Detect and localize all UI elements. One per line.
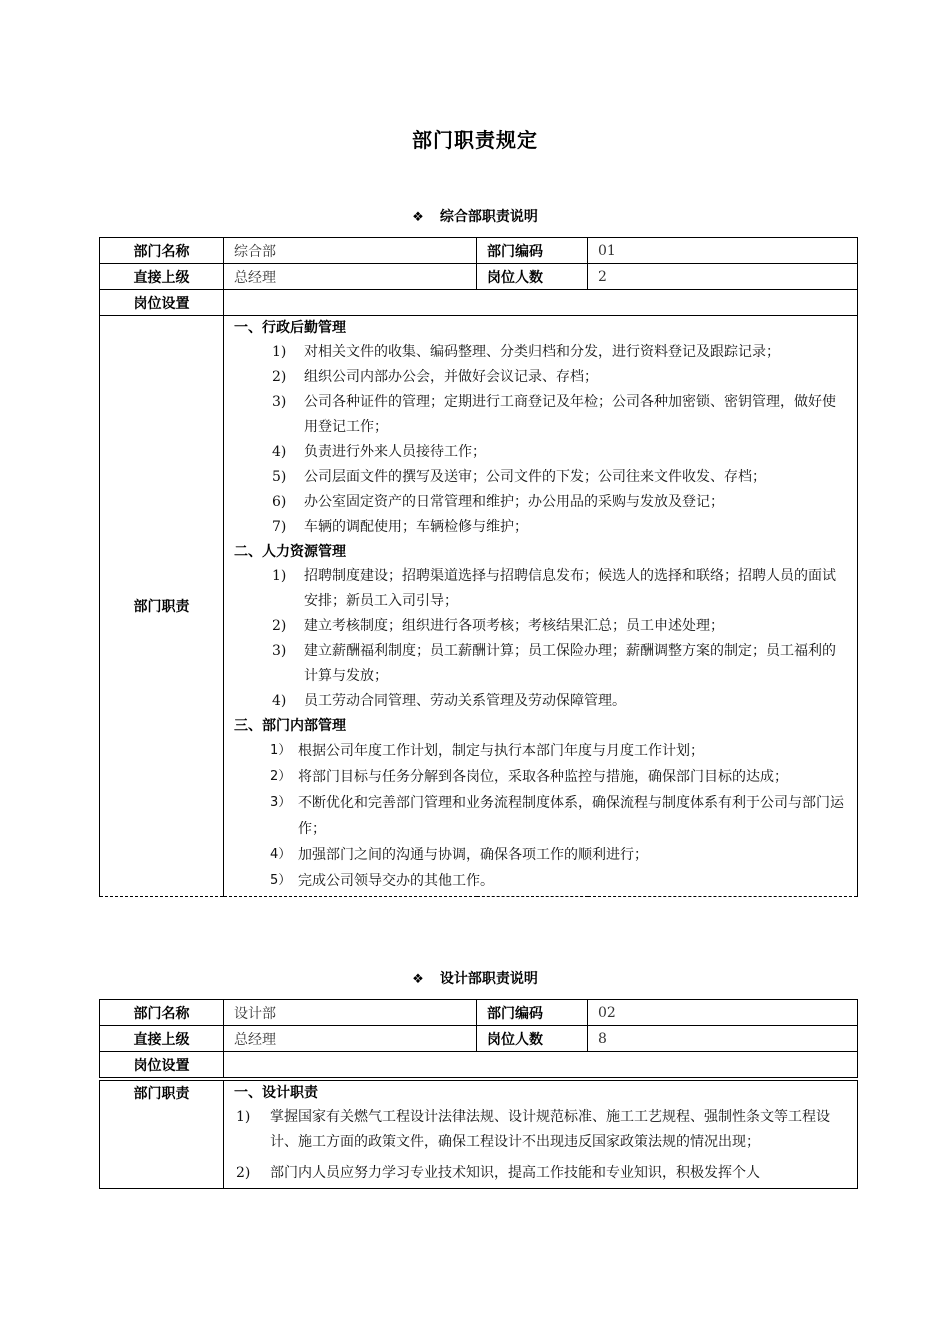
page-title: 部门职责规定 [412,128,538,152]
list-item: 4) 员工劳动合同管理、劳动关系管理及劳动保障管理。 [272,693,626,709]
list-item: 4） 加强部门之间的沟通与协调，确保各项工作的顺利进行； [270,847,648,863]
list-item: 1) 招聘制度建设；招聘渠道选择与招聘信息发布；候选人的选择和联络；招聘人员的面试安排；新员工入司引导； [272,568,836,609]
design-duties-table [99,1080,858,1189]
list-item: 1) 掌握国家有关燃气工程设计法律法规、设计规范标准、施工工艺规程、强制性条文等工程设计、施工方面的政策文件，确保工程设计不出现违反国家政策法规的情况出现； [236,1109,830,1150]
label-dept-name: 部门名称 [100,1000,224,1026]
list-item: 3) 公司各种证件的管理；定期进行工商登记及年检；公司各种加密锁、密钥管理，做好使用登记工作； [272,394,836,435]
label-headcount: 岗位人数 [477,1026,588,1052]
value-dept-name: 设计部 [224,1000,477,1026]
label-dept-name: 部门名称 [100,238,224,264]
list-item: 2) 建立考核制度；组织进行各项考核；考核结果汇总；员工申述处理； [272,618,724,634]
duty-group-title: 一、设计职责 [234,1085,318,1101]
list-item: 3) 建立薪酬福利制度；员工薪酬计算；员工保险办理；薪酬调整方案的制定；员工福利的计算与发放； [272,643,836,684]
section-heading-design [0,968,950,988]
duties-cell [224,316,858,897]
value-dept-code: 02 [588,1000,858,1026]
design-dept-table [99,999,858,1078]
diamond-bullet-icon: ❖ [412,210,424,225]
list-item: 4) 负责进行外来人员接待工作； [272,444,486,460]
value-headcount: 2 [588,264,858,290]
label-headcount: 岗位人数 [477,264,588,290]
diamond-bullet-icon: ❖ [412,972,424,987]
list-item: 7) 车辆的调配使用；车辆检修与维护； [272,519,528,535]
label-positions: 岗位设置 [100,290,224,316]
value-dept-name: 综合部 [224,238,477,264]
value-superior: 总经理 [224,264,477,290]
label-superior: 直接上级 [100,264,224,290]
label-duties: 部门职责 [100,316,224,897]
duties-cell [224,1081,858,1189]
value-headcount: 8 [588,1026,858,1052]
list-item: 3） 不断优化和完善部门管理和业务流程制度体系，确保流程与制度体系有利于公司与部门运作； [270,795,844,837]
list-item: 1） 根据公司年度工作计划，制定与执行本部门年度与月度工作计划； [270,743,704,759]
label-positions: 岗位设置 [100,1052,224,1078]
list-item: 1) 对相关文件的收集、编码整理、分类归档和分发，进行资料登记及跟踪记录； [272,344,780,360]
list-item: 6) 办公室固定资产的日常管理和维护；办公用品的采购与发放及登记； [272,494,724,510]
general-dept-table [99,237,858,897]
value-dept-code: 01 [588,238,858,264]
label-dept-code: 部门编码 [477,238,588,264]
list-item: 2) 组织公司内部办公会，并做好会议记录、存档； [272,369,598,385]
value-positions [224,1052,858,1078]
label-dept-code: 部门编码 [477,1000,588,1026]
section-heading-general [0,206,950,226]
design-duties-clip [99,1080,858,1210]
label-superior: 直接上级 [100,1026,224,1052]
section-heading-text: 综合部职责说明 [439,209,538,225]
duty-group-title: 三、部门内部管理 [234,718,346,734]
list-item: 5） 完成公司领导交办的其他工作。 [270,873,494,889]
list-item: 2) 部门内人员应努力学习专业技术知识，提高工作技能和专业知识，积极发挥个人 [236,1165,760,1181]
value-superior: 总经理 [224,1026,477,1052]
section-heading-text: 设计部职责说明 [439,971,538,987]
value-positions [224,290,858,316]
label-duties: 部门职责 [100,1081,224,1189]
duty-group-title: 二、人力资源管理 [234,544,346,560]
list-item: 5) 公司层面文件的撰写及送审；公司文件的下发；公司往来文件收发、存档； [272,469,766,485]
duty-group-title: 一、行政后勤管理 [234,320,346,336]
list-item: 2） 将部门目标与任务分解到各岗位，采取各种监控与措施，确保部门目标的达成； [270,769,788,785]
